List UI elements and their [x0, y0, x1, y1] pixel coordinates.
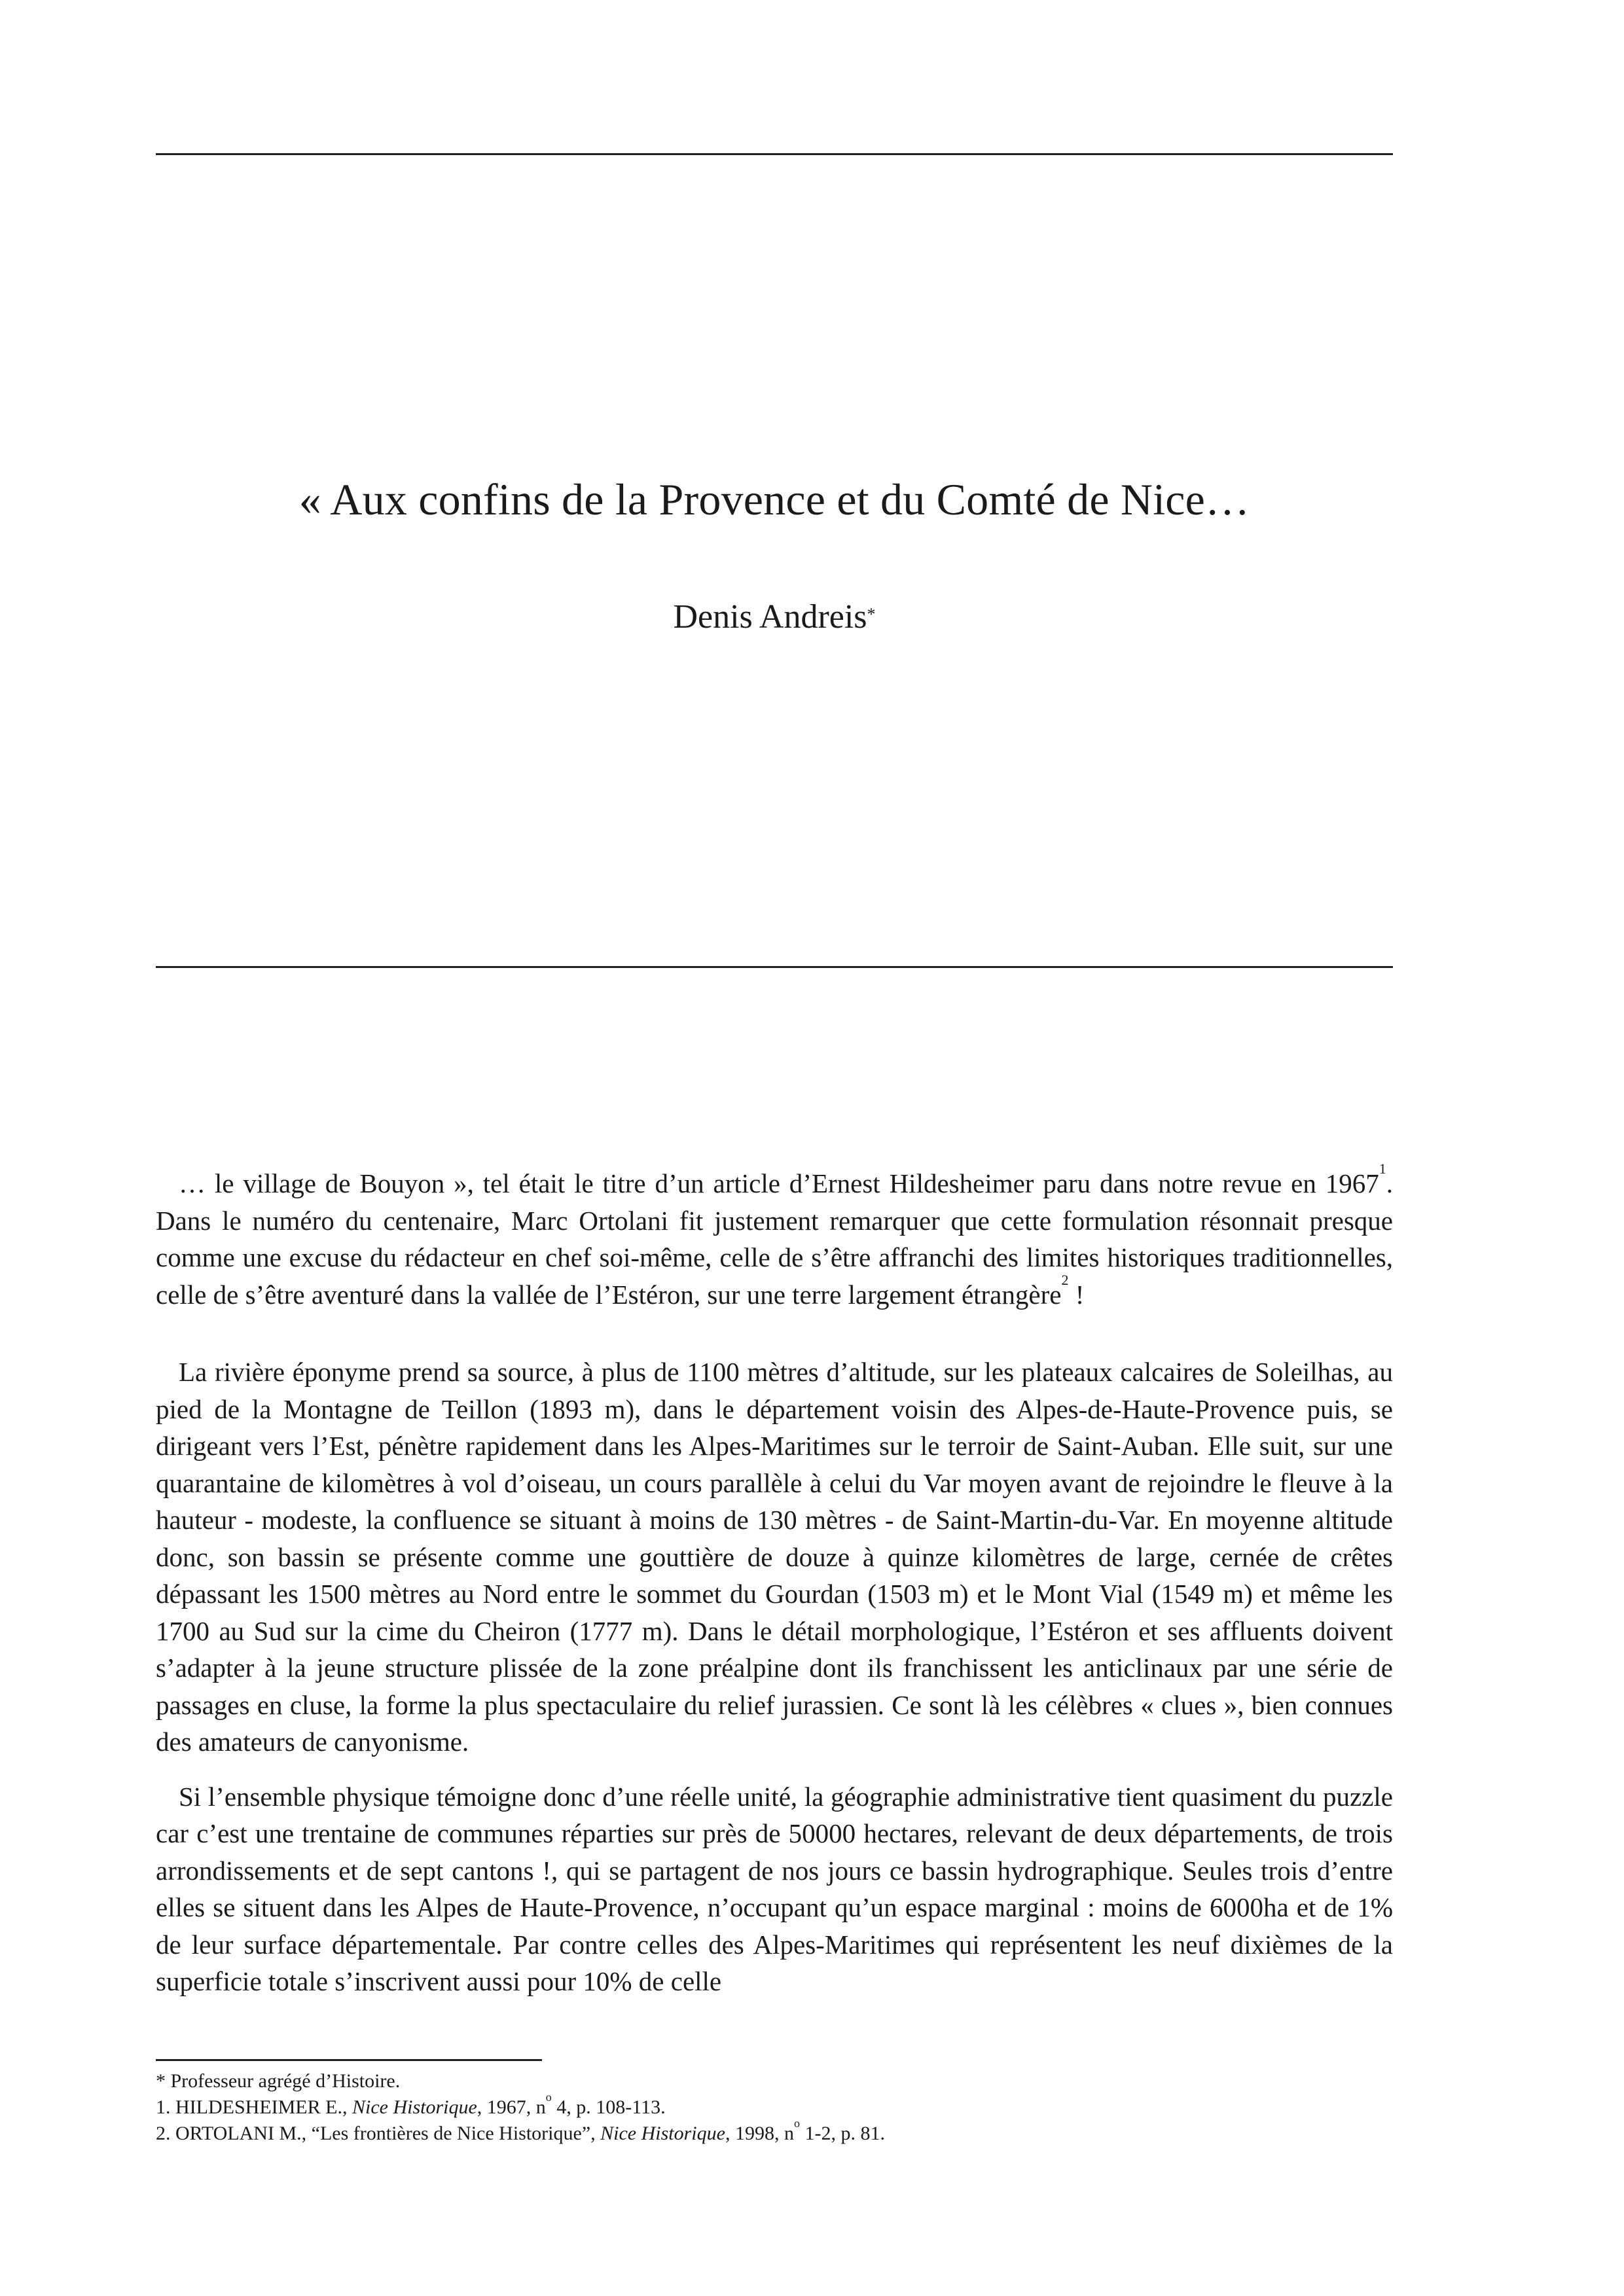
footnote-2-pre: 2. ORTOLANI M., “Les frontières de Nice Historique”, [156, 2123, 601, 2144]
paragraph-1 [156, 1160, 1393, 1313]
footnote-2-journal: Nice Historique [600, 2123, 725, 2144]
footnote-2-post-b: 1-2, p. 81. [799, 2123, 885, 2144]
article-body [156, 1160, 1393, 2000]
footnote-2-degree: o [793, 2117, 800, 2130]
footnote-separator [156, 2059, 542, 2061]
footnote-1 [156, 2090, 1393, 2121]
top-rule [156, 153, 1393, 155]
footnote-ref-1: 1 [1379, 1160, 1386, 1177]
paragraph-1-text-a: … le village de Bouyon », tel était le titre d’un article d’Ernest Hildesheimer paru dans notre revue en 1967 [179, 1168, 1379, 1198]
author-name: Denis Andreis [673, 598, 867, 636]
footnote-1-pre: 1. HILDESHEIMER E., [156, 2096, 352, 2118]
footnote-1-journal: Nice Historique [352, 2096, 477, 2118]
footnote-ref-2: 2 [1061, 1271, 1069, 1288]
paragraph-3: Si l’ensemble physique témoigne donc d’une réelle unité, la géographie administrative tient quasiment du puzzle car c’est une trentaine de communes réparties sur près de 50000 hectares, relevant de deux départements, de trois arrondissements et de sept cantons !, qui se partagent de nos jours ce bassin hydrographique. Seules trois d’entre elles se situent dans les Alpes de Haute-Provence, n’occupant qu’un espace marginal : moins de 6000ha et de 1% de leur surface départementale. Par contre celles des Alpes-Maritimes qui représentent les neuf dixièmes de la superficie totale s’inscrivent aussi pour 10% de celle [156, 1781, 1393, 1996]
paragraph-1-text-b: . Dans le numéro du centenaire, Marc Ortolani fit justement remarquer que cette formulation résonnait presque comme une excuse du rédacteur en chef soi-même, celle de s’être affranchi des limites historiques traditionnelles, celle de s’être aventuré dans la vallée de l’Estéron, sur une terre largement étrangère [156, 1168, 1393, 1310]
author-byline [156, 594, 1393, 640]
header-bottom-rule [156, 966, 1393, 968]
footnote-1-post-b: 4, p. 108-113. [551, 2096, 666, 2118]
footnote-1-degree: o [545, 2090, 552, 2104]
article-title: « Aux confins de la Provence et du Comté de Nice… [298, 475, 1250, 524]
footnote-1-post-a: , 1967, n [477, 2096, 546, 2118]
paragraph-1-text-c: ! [1068, 1279, 1085, 1310]
author-footnote-marker: * [867, 605, 876, 624]
paragraph-2: La rivière éponyme prend sa source, à plus de 1100 mètres d’altitude, sur les plateaux calcaires de Soleilhas, au pied de la Montagne de Teillon (1893 m), dans le département voisin des Alpes-de-Haute-Provence puis, se dirigeant vers l’Est, pénètre rapidement dans les Alpes-Maritimes sur le terroir de Saint-Auban. Elle suit, sur une quarantaine de kilomètres à vol d’oiseau, un cours parallèle à celui du Var moyen avant de rejoindre le fleuve à la hauteur - modeste, la confluence se situant à moins de 130 mètres - de Saint-Martin-du-Var. En moyenne altitude donc, son bassin se présente comme une gouttière de douze à quinze kilomètres de large, cernée de crêtes dépassant les 1500 mètres au Nord entre le sommet du Gourdan (1503 m) et le Mont Vial (1549 m) et même les 1700 au Sud sur la cime du Cheiron (1777 m). Dans le détail morphologique, l’Estéron et ses affluents doivent s’adapter à la jeune structure plissée de la zone préalpine dont ils franchissent les anticlinaux par une série de passages en cluse, la forme la plus spectaculaire du relief jurassien. Ce sont là les célèbres « clues », bien connues des amateurs de canyonisme. [156, 1357, 1393, 1757]
footnote-star: * Professeur agrégé d’Histoire. [156, 2070, 401, 2092]
footnote-2 [156, 2117, 1393, 2147]
footnotes [156, 2068, 1393, 2147]
footnote-2-post-a: , 1998, n [725, 2123, 794, 2144]
